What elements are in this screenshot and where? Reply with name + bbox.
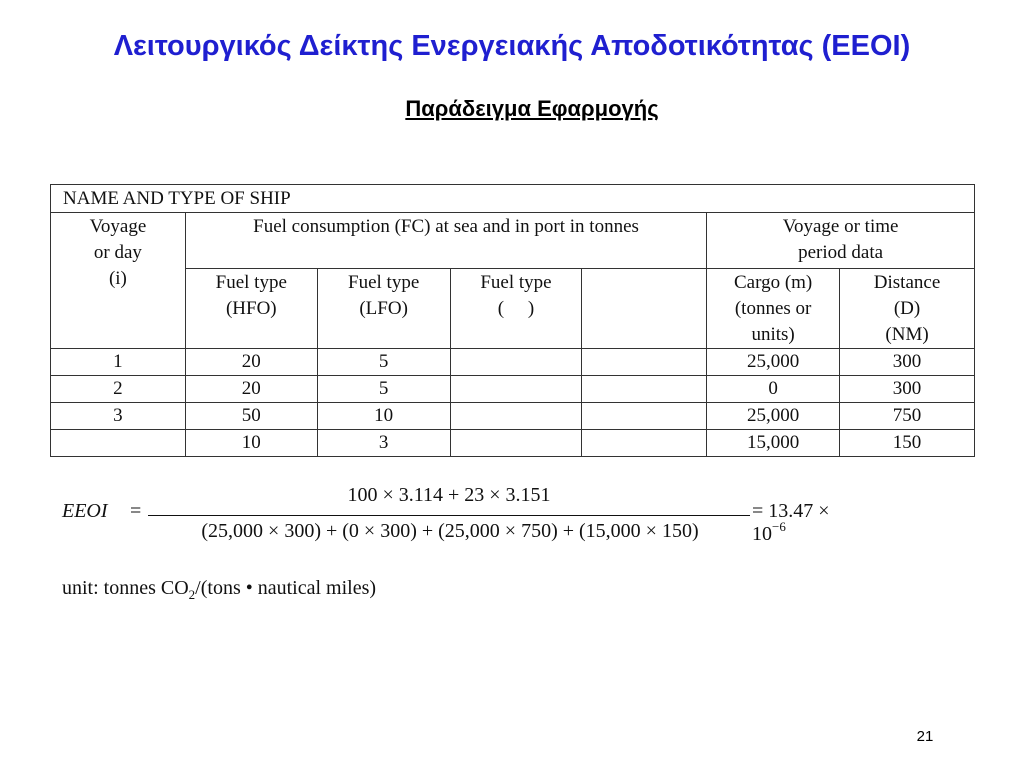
formula-result <box>752 500 842 546</box>
header-fuel-lfo-line2: (LFO) <box>359 298 408 319</box>
slide-title: Λειτουργικός Δείκτης Ενεργειακής Αποδοτικότητας (EEOI) <box>113 30 911 62</box>
header-cargo-line1: Cargo (m) <box>733 272 813 293</box>
unit-prefix: unit: tonnes CO <box>62 577 189 599</box>
cell-lfo: 5 <box>317 376 450 403</box>
formula-equals: = <box>130 500 142 522</box>
cell-other <box>450 430 582 457</box>
unit-suffix: /(tons • nautical miles) <box>195 577 377 599</box>
cell-extra <box>582 376 707 403</box>
cell-extra <box>582 430 707 457</box>
slide-subtitle-text: Παράδειγμα Εφαρμογής <box>405 96 659 121</box>
header-fuel-lfo-line1: Fuel type <box>348 272 420 293</box>
header-distance-line3: (NM) <box>885 324 929 345</box>
header-voyage-period-line1: Voyage or time <box>782 216 899 237</box>
table-row <box>51 430 975 457</box>
cell-extra <box>582 349 707 376</box>
header-voyage-period-line2: period data <box>798 242 884 263</box>
header-fuel-other-line1: Fuel type <box>480 272 552 293</box>
eeoi-formula <box>62 482 842 552</box>
cell-voyage: 3 <box>51 403 186 430</box>
formula-numerator: 100 × 3.114 + 23 × 3.151 <box>347 484 551 506</box>
cell-lfo: 3 <box>317 430 450 457</box>
header-fuel-consumption-cell: Fuel consumption (FC) at sea and in port in tonnes <box>185 213 706 269</box>
header-cargo-line3: units) <box>751 324 795 345</box>
cell-distance: 150 <box>840 430 975 457</box>
table-row <box>51 403 975 430</box>
formula-exponent: −6 <box>772 519 786 534</box>
header-distance-cell <box>840 269 975 349</box>
cell-other <box>450 376 582 403</box>
cell-cargo: 25,000 <box>707 403 840 430</box>
formula-result-value: = 13.47 × 10 <box>752 500 830 545</box>
unit-subscript: 2 <box>188 587 196 602</box>
header-fuel-hfo-line1: Fuel type <box>215 272 287 293</box>
table-row <box>51 349 975 376</box>
formula-lhs: EEOI <box>62 500 108 522</box>
cell-hfo: 20 <box>185 349 317 376</box>
cell-lfo: 5 <box>317 349 450 376</box>
cell-distance: 750 <box>840 403 975 430</box>
cell-cargo: 25,000 <box>707 349 840 376</box>
unit-line <box>62 577 376 603</box>
table-header-row-1 <box>51 213 975 269</box>
table-row <box>51 376 975 403</box>
cell-other <box>450 349 582 376</box>
cell-hfo: 50 <box>185 403 317 430</box>
formula-fraction-line <box>148 515 750 516</box>
cell-voyage: 2 <box>51 376 186 403</box>
ship-name-cell: NAME AND TYPE OF SHIP <box>51 185 975 213</box>
header-empty-cell <box>582 269 707 349</box>
cell-lfo: 10 <box>317 403 450 430</box>
header-voyage-line2: or day <box>93 242 142 263</box>
cell-extra <box>582 403 707 430</box>
cell-distance: 300 <box>840 376 975 403</box>
header-voyage-line1: Voyage <box>89 216 147 237</box>
table-header-row-2 <box>51 269 975 349</box>
slide-subtitle <box>0 96 1024 122</box>
header-fuel-lfo-cell <box>317 269 450 349</box>
cell-voyage: 1 <box>51 349 186 376</box>
cell-cargo: 15,000 <box>707 430 840 457</box>
header-voyage-cell <box>51 213 186 349</box>
ship-data-table <box>50 184 975 457</box>
header-fuel-hfo-cell <box>185 269 317 349</box>
header-cargo-line2: (tonnes or <box>734 298 812 319</box>
table-name-row <box>51 185 975 213</box>
cell-hfo: 10 <box>185 430 317 457</box>
header-fuel-other-cell <box>450 269 582 349</box>
header-distance-line1: Distance <box>873 272 941 293</box>
header-cargo-cell <box>707 269 840 349</box>
header-voyage-period-cell <box>707 213 975 269</box>
header-fuel-hfo-line2: (HFO) <box>225 298 277 319</box>
cell-hfo: 20 <box>185 376 317 403</box>
cell-other <box>450 403 582 430</box>
page-number: 21 <box>916 728 934 745</box>
cell-voyage <box>51 430 186 457</box>
header-voyage-line3: (i) <box>108 268 127 289</box>
cell-cargo: 0 <box>707 376 840 403</box>
cell-distance: 300 <box>840 349 975 376</box>
header-distance-line2: (D) <box>893 298 921 319</box>
header-fuel-other-line2: ( ) <box>497 298 535 319</box>
formula-denominator: (25,000 × 300) + (0 × 300) + (25,000 × 750) + (15,000 × 150) <box>201 520 699 542</box>
